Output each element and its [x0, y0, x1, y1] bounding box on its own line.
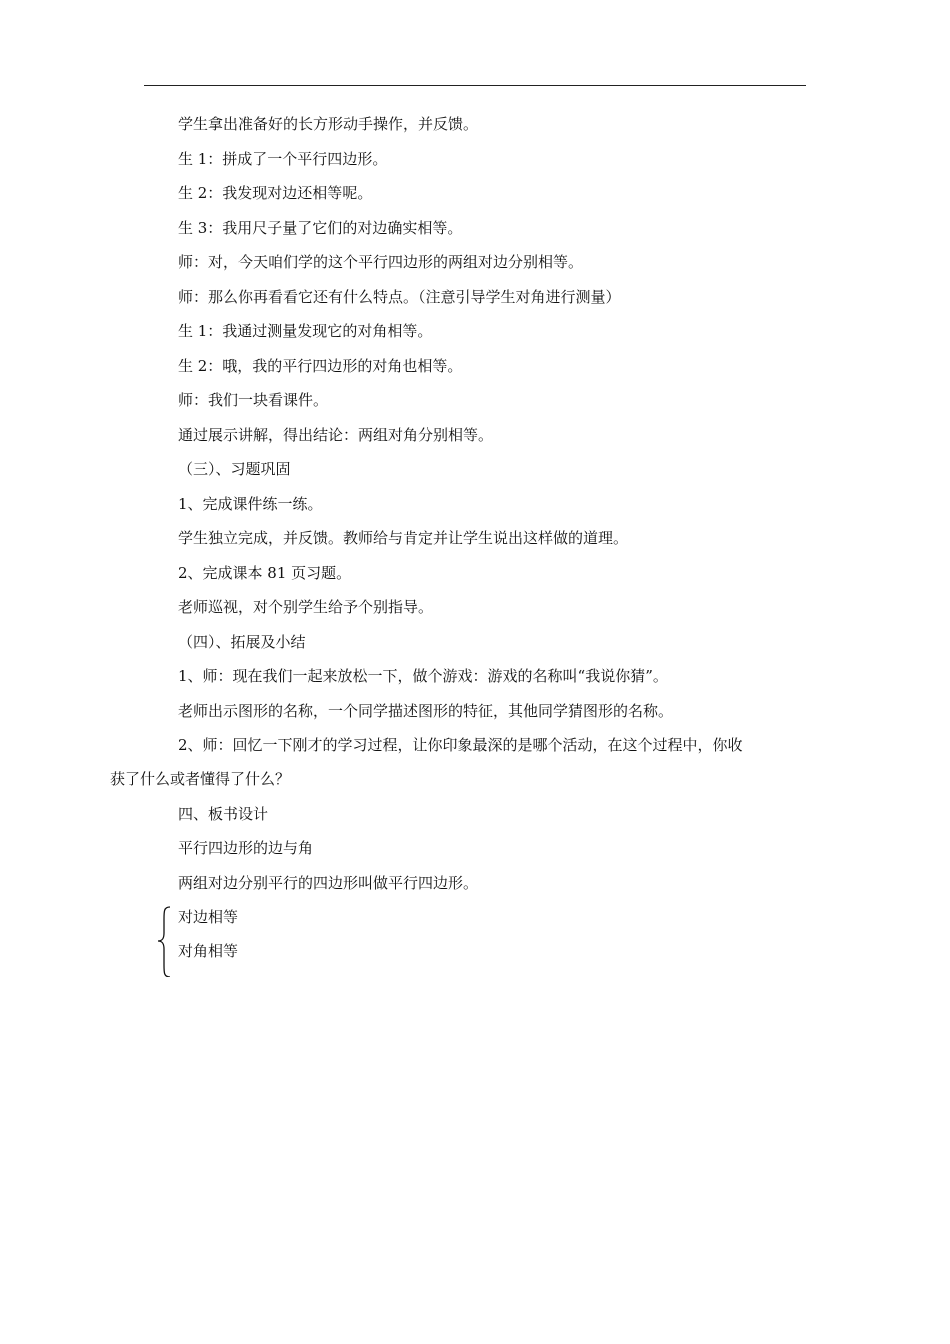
brace-item: 对角相等 — [178, 942, 239, 960]
long-paragraph — [110, 735, 806, 789]
paragraph: 1、师：现在我们一起来放松一下，做个游戏：游戏的名称叫“我说你猜”。 — [178, 667, 668, 685]
paragraph: 生 1：拼成了一个平行四边形。 — [178, 149, 388, 168]
board-brace-block — [144, 907, 806, 979]
paragraph: 生 1：我通过测量发现它的对角相等。 — [178, 322, 433, 340]
left-brace-icon — [156, 905, 172, 977]
paragraph: 2、完成课本 81 页习题。 — [178, 563, 352, 582]
paragraph: 老师巡视，对个别学生给予个别指导。 — [178, 598, 434, 616]
paragraph: 生 3：我用尺子量了它们的对边确实相等。 — [178, 218, 463, 237]
header-rule — [144, 85, 806, 86]
document-body — [110, 114, 806, 979]
board-heading: 四、板书设计 — [178, 804, 269, 823]
section-heading: （三）、习题巩固 — [178, 460, 291, 478]
paragraph: 老师出示图形的名称，一个同学描述图形的特征，其他同学猜图形的名称。 — [178, 701, 674, 720]
paragraph: 学生拿出准备好的长方形动手操作，并反馈。 — [178, 115, 479, 133]
paragraph: 通过展示讲解，得出结论：两组对角分别相等。 — [178, 425, 494, 444]
paragraph: 师：那么你再看看它还有什么特点。（注意引导学生对角进行测量） — [178, 287, 621, 306]
section-heading: （四）、拓展及小结 — [178, 632, 306, 651]
long-paragraph-line1: 2、师：回忆一下刚才的学习过程，让你印象最深的是哪个活动，在这个过程中，你收 — [178, 736, 743, 754]
paragraph: 学生独立完成，并反馈。教师给与肯定并让学生说出这样做的道理。 — [178, 529, 629, 547]
long-paragraph-line2: 获了什么或者懂得了什么？ — [110, 770, 291, 788]
board-title: 平行四边形的边与角 — [178, 839, 314, 857]
paragraph: 生 2：我发现对边还相等呢。 — [178, 184, 373, 202]
brace-item: 对边相等 — [178, 908, 239, 926]
paragraph: 生 2：哦，我的平行四边形的对角也相等。 — [178, 356, 463, 375]
paragraph: 师：我们一块看课件。 — [178, 391, 329, 409]
paragraph: 1、完成课件练一练。 — [178, 494, 323, 513]
paragraph: 师：对，今天咱们学的这个平行四边形的两组对边分别相等。 — [178, 253, 584, 271]
board-definition: 两组对边分别平行的四边形叫做平行四边形。 — [178, 873, 479, 892]
